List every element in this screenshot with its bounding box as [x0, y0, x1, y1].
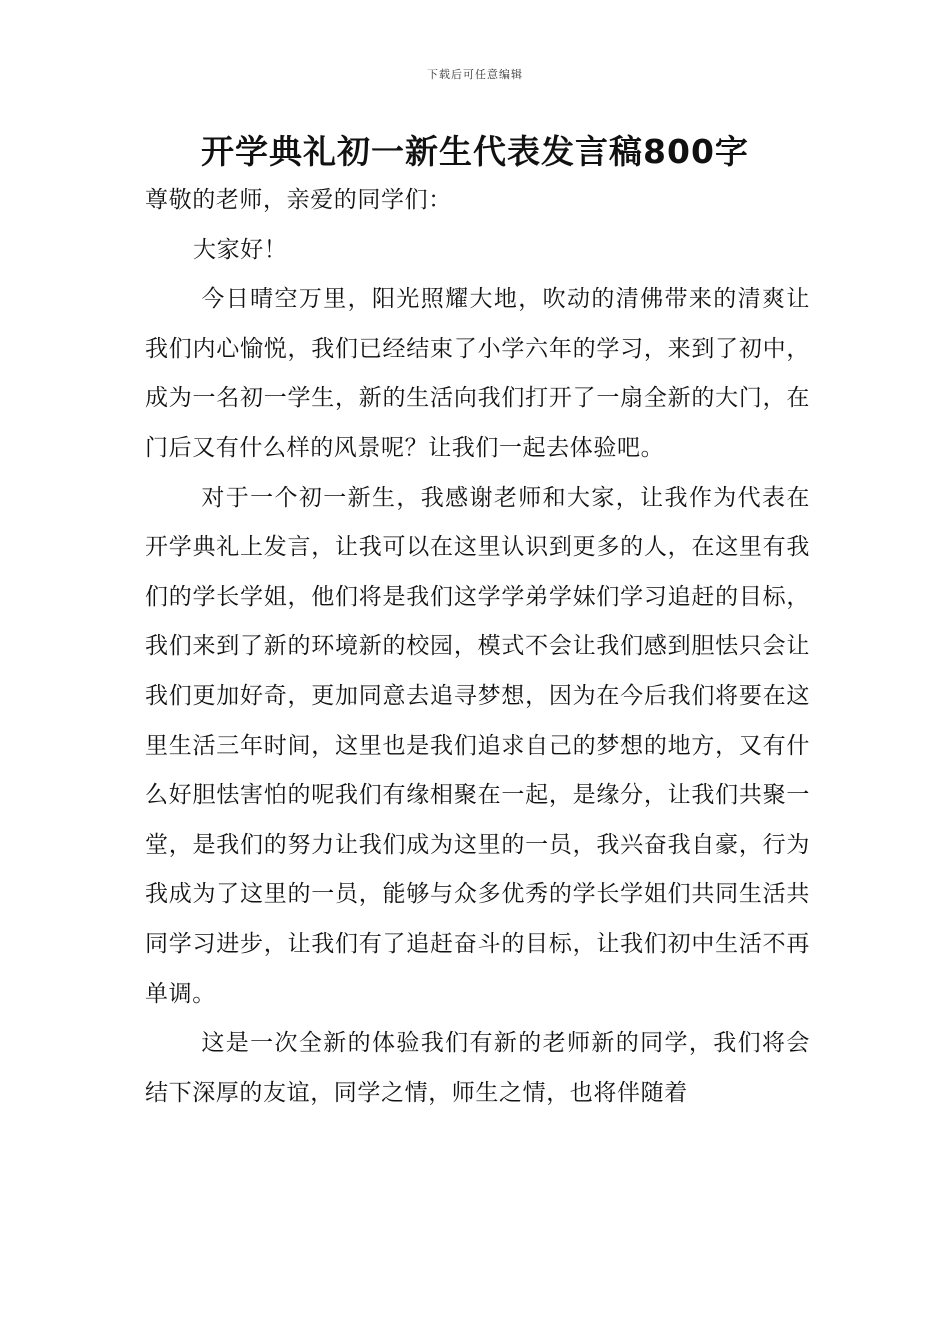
document-title: 开学典礼初一新生代表发言稿800字 [201, 132, 749, 171]
salutation: 尊敬的老师，亲爱的同学们： [145, 187, 452, 213]
paragraph-2: 对于一个初一新生，我感谢老师和大家，让我作为代表在开学典礼上发言，让我可以在这里认识到更多的人，在这里有我们的学长学姐，他们将是我们这学学弟学妹们学习追赶的目标，我们来到了新的环境新的校园，模式不会让我们感到胆怯只会让我们更加好奇，更加同意去追寻梦想，因为在今后我们将要在这里生活三年时间，这里也是我们追求自己的梦想的地方，又有什么好胆怯害怕的呢我们有缘相聚在一起，是缘分，让我们共聚一堂，是我们的努力让我们成为这里的一员，我兴奋我自豪，行为我成为了这里的一员，能够与众多优秀的学长学姐们共同生活共同学习进步，让我们有了追赶奋斗的目标，让我们初中生活不再单调。 [145, 484, 810, 1007]
header-note: 下载后可任意编辑 [427, 68, 523, 81]
greeting: 大家好！ [193, 236, 288, 263]
document-body [145, 176, 810, 1118]
paragraph-3: 这是一次全新的体验我们有新的老师新的同学，我们将会结下深厚的友谊，同学之情，师生之情，也将伴随着 [145, 1030, 810, 1106]
paragraph-1: 今日晴空万里，阳光照耀大地，吹动的清佛带来的清爽让我们内心愉悦，我们已经结束了小学六年的学习，来到了初中，成为一名初一学生，新的生活向我们打开了一扇全新的大门，在门后又有什么样的风景呢？让我们一起去体验吧。 [145, 286, 810, 461]
